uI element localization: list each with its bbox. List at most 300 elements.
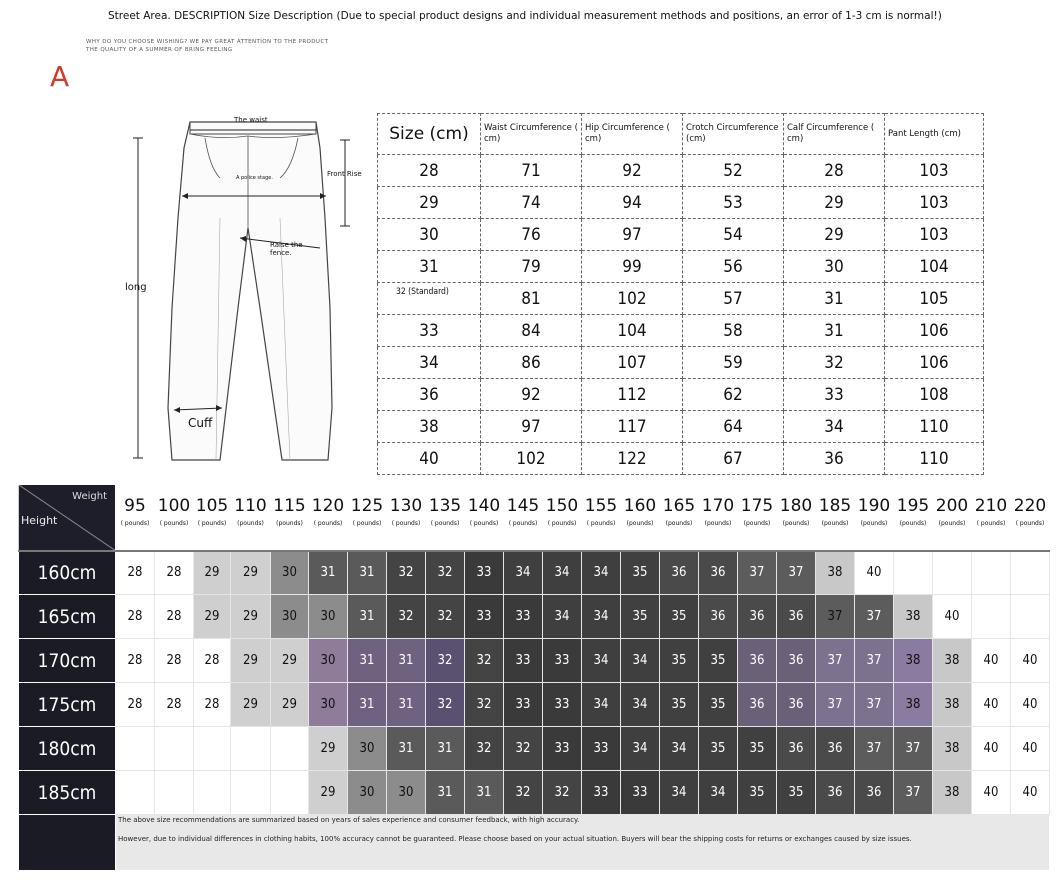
- measurement-cell: 58: [683, 315, 784, 347]
- size-recommendation-cell: 37: [816, 595, 855, 639]
- measurement-cell: 117: [582, 411, 683, 443]
- measurement-cell: 31: [784, 315, 885, 347]
- size-table-row: [378, 187, 984, 219]
- height-row: [19, 639, 1050, 683]
- size-recommendation-cell: 31: [426, 727, 465, 771]
- size-recommendation-cell: 36: [699, 595, 738, 639]
- size-recommendation-cell: 32: [504, 771, 543, 815]
- size-recommendation-cell: 37: [777, 551, 816, 595]
- weight-header-195: [894, 485, 933, 551]
- measurement-cell: 71: [481, 155, 582, 187]
- size-recommendation-cell: 38: [933, 639, 972, 683]
- size-recommendation-cell: 29: [231, 551, 271, 595]
- measurement-cell: 86: [481, 347, 582, 379]
- size-cell: 29: [378, 187, 481, 219]
- size-recommendation-cell: 31: [348, 683, 387, 727]
- weight-unit: ( pounds): [197, 520, 227, 527]
- size-recommendation-cell: [231, 727, 271, 771]
- size-recommendation-cell: 32: [543, 771, 582, 815]
- size-recommendation-cell: 32: [387, 551, 426, 595]
- size-recommendation-cell: 36: [777, 639, 816, 683]
- size-recommendation-cell: 34: [543, 595, 582, 639]
- size-recommendation-cell: [194, 727, 231, 771]
- size-recommendation-cell: 33: [543, 683, 582, 727]
- weight-unit: (pounds): [704, 520, 732, 527]
- height-label: 175cm: [19, 683, 116, 727]
- size-recommendation-cell: 32: [465, 727, 504, 771]
- size-recommendation-cell: 35: [699, 727, 738, 771]
- measurement-cell: 31: [784, 283, 885, 315]
- size-recommendation-cell: [116, 771, 155, 815]
- weight-unit: ( pounds): [391, 520, 421, 527]
- weight-unit: ( pounds): [469, 520, 499, 527]
- size-recommendation-cell: [155, 771, 194, 815]
- weight-unit: (pounds): [899, 520, 927, 527]
- corner-weight-label: Weight: [72, 491, 107, 502]
- measurement-cell: 32: [784, 347, 885, 379]
- size-recommendation-cell: 36: [777, 727, 816, 771]
- weight-unit: (pounds): [743, 520, 771, 527]
- size-recommendation-cell: 34: [582, 639, 621, 683]
- size-recommendation-cell: 37: [738, 551, 777, 595]
- length-label: long: [125, 282, 147, 293]
- weight-unit: ( pounds): [547, 520, 577, 527]
- measurement-cell: 92: [582, 155, 683, 187]
- weight-header-200: [933, 485, 972, 551]
- measurement-cell: 57: [683, 283, 784, 315]
- size-recommendation-cell: 28: [155, 551, 194, 595]
- size-recommendation-cell: 32: [426, 595, 465, 639]
- measurement-cell: 110: [885, 411, 984, 443]
- size-recommendation-cell: 30: [348, 727, 387, 771]
- size-recommendation-cell: [933, 551, 972, 595]
- size-recommendation-cell: 37: [855, 683, 894, 727]
- weight-value: 130: [389, 496, 423, 516]
- length-header: Pant Length (cm): [885, 114, 984, 155]
- measurement-cell: 107: [582, 347, 683, 379]
- size-recommendation-cell: 30: [271, 551, 309, 595]
- size-recommendation-cell: 40: [1011, 683, 1050, 727]
- measurement-cell: 94: [582, 187, 683, 219]
- measurement-cell: 106: [885, 347, 984, 379]
- size-cell: 40: [378, 443, 481, 475]
- weight-unit: ( pounds): [976, 520, 1006, 527]
- size-recommendation-cell: 36: [855, 771, 894, 815]
- size-recommendation-cell: [271, 771, 309, 815]
- height-label: 185cm: [19, 771, 116, 815]
- size-recommendation-cell: 29: [231, 639, 271, 683]
- size-recommendation-cell: 36: [777, 595, 816, 639]
- size-disclaimer: [116, 815, 1050, 871]
- height-row: [19, 771, 1050, 815]
- size-recommendation-cell: 35: [660, 683, 699, 727]
- weight-header-150: [543, 485, 582, 551]
- measurement-cell: 122: [582, 443, 683, 475]
- size-recommendation-cell: 31: [387, 727, 426, 771]
- weight-header-175: [738, 485, 777, 551]
- size-table: [377, 113, 984, 475]
- measurement-cell: 92: [481, 379, 582, 411]
- size-cell: 32 (Standard): [378, 283, 481, 315]
- size-recommendation-cell: 34: [621, 639, 660, 683]
- size-recommendation-cell: 28: [116, 595, 155, 639]
- size-recommendation-cell: 32: [504, 727, 543, 771]
- weight-value: 95: [124, 496, 146, 516]
- weight-value: 180: [779, 496, 813, 516]
- size-recommendation-cell: 33: [504, 683, 543, 727]
- size-recommendation-cell: 33: [504, 639, 543, 683]
- size-recommendation-cell: [972, 551, 1011, 595]
- weight-header-165: [660, 485, 699, 551]
- size-recommendation-cell: [116, 727, 155, 771]
- size-recommendation-cell: 29: [231, 595, 271, 639]
- measurement-cell: 52: [683, 155, 784, 187]
- size-recommendation-cell: 28: [116, 683, 155, 727]
- size-recommendation-cell: 38: [894, 595, 933, 639]
- size-recommendation-cell: [1011, 595, 1050, 639]
- weight-header-115: [271, 485, 309, 551]
- size-recommendation-cell: 30: [271, 595, 309, 639]
- size-recommendation-cell: 35: [738, 727, 777, 771]
- size-recommendation-cell: 35: [660, 595, 699, 639]
- weight-unit: (pounds): [782, 520, 810, 527]
- measurement-cell: 112: [582, 379, 683, 411]
- size-recommendation-cell: 32: [426, 683, 465, 727]
- size-recommendation-cell: 31: [309, 551, 348, 595]
- size-cell: 38: [378, 411, 481, 443]
- size-recommendation-cell: 35: [777, 771, 816, 815]
- measurement-cell: 34: [784, 411, 885, 443]
- hip-header: Hip Circumference ( cm): [582, 114, 683, 155]
- weight-value: 185: [818, 496, 852, 516]
- weight-unit: (pounds): [626, 520, 654, 527]
- size-table-row: [378, 315, 984, 347]
- weight-value: 190: [857, 496, 891, 516]
- size-recommendation-cell: 34: [660, 771, 699, 815]
- measurement-cell: 81: [481, 283, 582, 315]
- weight-value: 115: [273, 496, 306, 516]
- measurement-cell: 103: [885, 219, 984, 251]
- weight-header-140: [465, 485, 504, 551]
- measurement-cell: 79: [481, 251, 582, 283]
- size-recommendation-cell: 37: [894, 771, 933, 815]
- size-recommendation-cell: 29: [309, 771, 348, 815]
- weight-unit: ( pounds): [430, 520, 460, 527]
- weight-unit: (pounds): [665, 520, 693, 527]
- subtitle-line-1: WHY DO YOU CHOOSE WISHING? WE PAY GREAT ATTENTION TO THE PRODUCT: [86, 39, 329, 45]
- measurement-cell: 36: [784, 443, 885, 475]
- weight-unit: ( pounds): [508, 520, 538, 527]
- size-recommendation-cell: 36: [816, 771, 855, 815]
- height-row: [19, 683, 1050, 727]
- size-recommendation-cell: 38: [933, 727, 972, 771]
- weight-unit: ( pounds): [313, 520, 343, 527]
- size-recommendation-cell: 34: [582, 551, 621, 595]
- weight-value: 210: [974, 496, 1008, 516]
- weight-value: 135: [428, 496, 462, 516]
- weight-value: 155: [584, 496, 618, 516]
- size-recommendation-cell: [1011, 551, 1050, 595]
- raise-fence-label: Raise the fence.: [270, 241, 303, 257]
- weight-value: 140: [467, 496, 501, 516]
- weight-header-160: [621, 485, 660, 551]
- measurement-cell: 62: [683, 379, 784, 411]
- size-cell: 28: [378, 155, 481, 187]
- measurement-cell: 104: [582, 315, 683, 347]
- size-recommendation-cell: 32: [465, 683, 504, 727]
- weight-value: 105: [195, 496, 229, 516]
- size-recommendation-cell: 33: [582, 771, 621, 815]
- measurement-cell: 33: [784, 379, 885, 411]
- size-recommendation-cell: 33: [465, 595, 504, 639]
- weight-header-145: [504, 485, 543, 551]
- size-table-row: [378, 443, 984, 475]
- size-recommendation-cell: [194, 771, 231, 815]
- weight-value: 165: [662, 496, 696, 516]
- weight-unit: ( pounds): [586, 520, 616, 527]
- measurement-cell: 97: [481, 411, 582, 443]
- weight-header-210: [972, 485, 1011, 551]
- subtitle-line-2: THE QUALITY OF A SUMMER OF BRING FEELING: [86, 47, 233, 53]
- measurement-cell: 29: [784, 219, 885, 251]
- weight-header-155: [582, 485, 621, 551]
- size-recommendation-cell: 32: [465, 639, 504, 683]
- size-recommendation-cell: 28: [155, 639, 194, 683]
- size-recommendation-cell: 33: [504, 595, 543, 639]
- size-recommendation-cell: [972, 595, 1011, 639]
- size-table-row: [378, 251, 984, 283]
- weight-header-row: [19, 485, 1050, 551]
- brand-letter: A: [50, 60, 70, 93]
- measurement-cell: 108: [885, 379, 984, 411]
- size-recommendation-cell: 31: [465, 771, 504, 815]
- weight-value: 195: [896, 496, 930, 516]
- size-table-row: [378, 219, 984, 251]
- size-recommendation-cell: 40: [1011, 639, 1050, 683]
- measurement-cell: 103: [885, 155, 984, 187]
- size-recommendation-cell: 28: [194, 639, 231, 683]
- size-recommendation-cell: 28: [155, 683, 194, 727]
- front-rise-label: Front Rise: [327, 170, 362, 178]
- measurement-cell: 110: [885, 443, 984, 475]
- size-recommendation-cell: 29: [194, 551, 231, 595]
- size-recommendation-cell: [271, 727, 309, 771]
- height-label: 170cm: [19, 639, 116, 683]
- measurement-cell: 64: [683, 411, 784, 443]
- weight-value: 150: [545, 496, 579, 516]
- weight-value: 125: [350, 496, 384, 516]
- size-recommendation-cell: 29: [231, 683, 271, 727]
- size-table-row: [378, 411, 984, 443]
- size-recommendation-cell: 29: [271, 683, 309, 727]
- weight-value: 120: [311, 496, 345, 516]
- size-recommendation-cell: 36: [738, 595, 777, 639]
- size-recommendation-cell: 34: [699, 771, 738, 815]
- size-recommendation-cell: 37: [816, 683, 855, 727]
- measurement-cell: 103: [885, 187, 984, 219]
- size-recommendation-cell: 38: [933, 771, 972, 815]
- size-recommendation-cell: 37: [855, 595, 894, 639]
- size-recommendation-cell: 38: [933, 683, 972, 727]
- size-recommendation-cell: 33: [465, 551, 504, 595]
- height-row: [19, 551, 1050, 595]
- pants-illustration: [120, 108, 375, 468]
- crotch-header: Crotch Circumference (cm): [683, 114, 784, 155]
- police-stage-label: A police stage.: [236, 175, 273, 181]
- size-recommendation-cell: 40: [972, 683, 1011, 727]
- weight-header-185: [816, 485, 855, 551]
- size-recommendation-cell: 40: [972, 771, 1011, 815]
- weight-value: 170: [701, 496, 735, 516]
- weight-header-190: [855, 485, 894, 551]
- weight-header-135: [426, 485, 465, 551]
- weight-header-100: [155, 485, 194, 551]
- measurement-cell: 67: [683, 443, 784, 475]
- size-recommendation-cell: 35: [621, 595, 660, 639]
- height-label: 165cm: [19, 595, 116, 639]
- weight-header-130: [387, 485, 426, 551]
- weight-unit: (pounds): [276, 520, 303, 527]
- size-recommendation-cell: 32: [426, 551, 465, 595]
- measurement-cell: 76: [481, 219, 582, 251]
- height-label: 180cm: [19, 727, 116, 771]
- size-recommendation-cell: 31: [348, 639, 387, 683]
- cuff-label: Cuff: [188, 416, 213, 430]
- size-recommendation-cell: 28: [116, 551, 155, 595]
- weight-value: 110: [234, 496, 267, 516]
- size-recommendation-cell: 35: [738, 771, 777, 815]
- weight-header-120: [309, 485, 348, 551]
- size-recommendation-cell: 30: [309, 595, 348, 639]
- weight-value: 200: [935, 496, 969, 516]
- corner-height-label: Height: [21, 514, 58, 527]
- weight-unit: ( pounds): [352, 520, 382, 527]
- measurement-cell: 105: [885, 283, 984, 315]
- size-recommendation-cell: 31: [426, 771, 465, 815]
- size-recommendation-cell: 29: [271, 639, 309, 683]
- size-recommendation-cell: 36: [738, 639, 777, 683]
- calf-header: Calf Circumference ( cm): [784, 114, 885, 155]
- size-recommendation-cell: 40: [972, 639, 1011, 683]
- size-recommendation-cell: 28: [116, 639, 155, 683]
- note-row: [19, 815, 1050, 871]
- measurement-cell: 54: [683, 219, 784, 251]
- weight-header-110: [231, 485, 271, 551]
- size-table-header: [378, 114, 984, 155]
- page-title: Street Area. DESCRIPTION Size Description (Due to special product designs and individual measurement methods and positions, an error of 1-3 cm is normal!): [108, 10, 942, 22]
- size-recommendation-cell: 30: [309, 683, 348, 727]
- size-recommendation-cell: 33: [543, 639, 582, 683]
- weight-unit: (pounds): [938, 520, 966, 527]
- measurement-cell: 102: [582, 283, 683, 315]
- size-cell: 36: [378, 379, 481, 411]
- size-recommendation-cell: 35: [699, 639, 738, 683]
- size-recommendation-cell: 34: [582, 683, 621, 727]
- size-cell: 34: [378, 347, 481, 379]
- size-recommendation-cell: 37: [816, 639, 855, 683]
- size-recommendation-cell: 34: [504, 551, 543, 595]
- pants-diagram: [120, 108, 375, 468]
- weight-unit: ( pounds): [120, 520, 150, 527]
- weight-header-125: [348, 485, 387, 551]
- measurement-cell: 29: [784, 187, 885, 219]
- size-recommendation-cell: 32: [387, 595, 426, 639]
- size-recommendation-cell: [894, 551, 933, 595]
- size-recommendation-cell: 36: [777, 683, 816, 727]
- size-recommendation-cell: 35: [621, 551, 660, 595]
- size-recommendation-cell: 34: [621, 683, 660, 727]
- size-recommendation-cell: 40: [1011, 727, 1050, 771]
- size-recommendation-cell: 40: [1011, 771, 1050, 815]
- weight-header-95: [116, 485, 155, 551]
- size-recommendation-cell: 34: [543, 551, 582, 595]
- weight-value: 220: [1013, 496, 1047, 516]
- size-recommendation-cell: 34: [660, 727, 699, 771]
- size-recommendation-cell: 40: [933, 595, 972, 639]
- size-recommendation-cell: 40: [972, 727, 1011, 771]
- size-recommendation-cell: 31: [348, 595, 387, 639]
- size-recommendation-cell: 36: [660, 551, 699, 595]
- size-recommendation-cell: 36: [816, 727, 855, 771]
- weight-value: 175: [740, 496, 774, 516]
- size-cell: 30: [378, 219, 481, 251]
- size-recommendation-cell: [231, 771, 271, 815]
- measurement-cell: 30: [784, 251, 885, 283]
- size-recommendation-cell: 40: [855, 551, 894, 595]
- height-label: 160cm: [19, 551, 116, 595]
- size-recommendation-cell: 34: [621, 727, 660, 771]
- weight-header-180: [777, 485, 816, 551]
- disclaimer-line-2: However, due to individual differences in clothing habits, 100% accuracy cannot be guaranteed. Please choose based on your actual situation. Buyers will bear the shipping costs for returns or exchanges caused by size issues.: [118, 835, 912, 843]
- size-recommendation-cell: 37: [855, 639, 894, 683]
- size-recommendation-cell: 38: [894, 683, 933, 727]
- size-recommendation-cell: 36: [738, 683, 777, 727]
- waist-header: Waist Circumference ( cm): [481, 114, 582, 155]
- weight-header-170: [699, 485, 738, 551]
- size-recommendation-cell: 37: [894, 727, 933, 771]
- size-cell: 31: [378, 251, 481, 283]
- size-recommendation-cell: 30: [309, 639, 348, 683]
- size-header: Size (cm): [378, 114, 481, 155]
- note-spacer: [19, 815, 116, 871]
- disclaimer-line-1: The above size recommendations are summarized based on years of sales experience and consumer feedback, with high accuracy.: [118, 816, 580, 824]
- measurement-cell: 28: [784, 155, 885, 187]
- size-recommendation-cell: 31: [387, 683, 426, 727]
- weight-value: 160: [623, 496, 657, 516]
- weight-unit: (pounds): [860, 520, 888, 527]
- size-recommendation-cell: 38: [894, 639, 933, 683]
- size-recommendation-cell: 31: [348, 551, 387, 595]
- height-row: [19, 595, 1050, 639]
- grid-corner: [19, 485, 116, 551]
- size-table-row: [378, 379, 984, 411]
- measurement-cell: 74: [481, 187, 582, 219]
- size-recommendation-cell: 30: [348, 771, 387, 815]
- size-recommendation-cell: 31: [387, 639, 426, 683]
- size-recommendation-cell: 33: [582, 727, 621, 771]
- size-recommendation-cell: 33: [621, 771, 660, 815]
- weight-value: 100: [157, 496, 191, 516]
- size-recommendation-cell: 35: [660, 639, 699, 683]
- weight-header-220: [1011, 485, 1050, 551]
- measurement-cell: 106: [885, 315, 984, 347]
- weight-header-105: [194, 485, 231, 551]
- size-table-row: [378, 155, 984, 187]
- measurement-cell: 53: [683, 187, 784, 219]
- measurement-cell: 59: [683, 347, 784, 379]
- size-recommendation-cell: [155, 727, 194, 771]
- size-recommendation-cell: 38: [816, 551, 855, 595]
